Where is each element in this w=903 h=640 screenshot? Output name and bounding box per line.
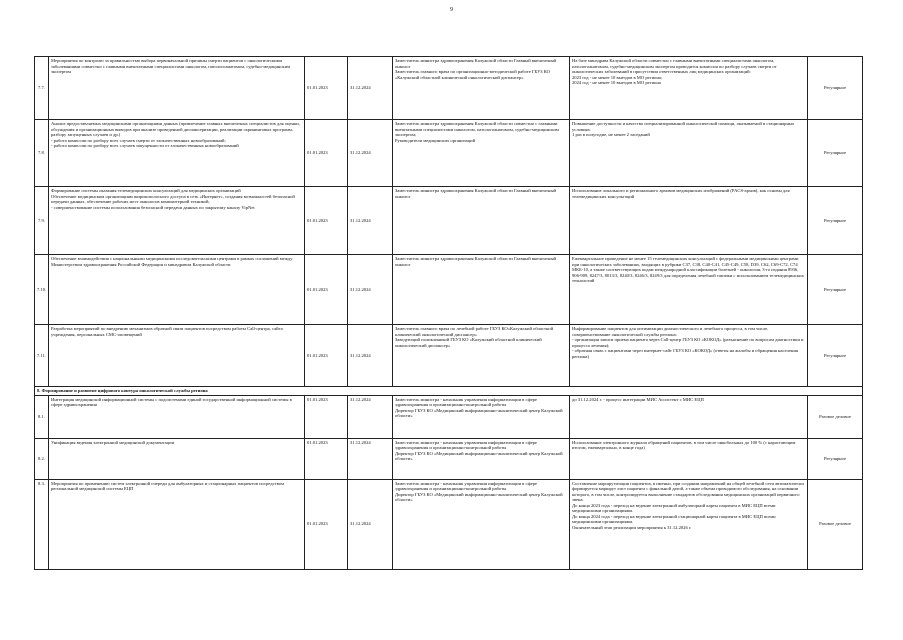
table-row: [35, 395, 863, 438]
responsible-cell: Заместитель министра - начальник управления информатизации в сфере здравоохранения и организационно-контрольной работы Директор ГБУЗ КО «Медицинский информационно-аналитический центр Калужской области»: [393, 438, 570, 479]
status-cell: Регулярное: [808, 57, 863, 120]
result-cell: Повышение доступности и качества специализированной онкологической помощи, оказываемой в стационарных условиях. 1 раз в полугодие, не менее 2 заседаний: [570, 120, 808, 187]
activity-cell: Обеспечение взаимодействия с национальными медицинскими исследовательскими центрами в рамках соглашений между Министерством здравоохранения Российской Федерации и минздравом Калужской области: [49, 255, 305, 325]
status-cell: Регулярное: [808, 187, 863, 255]
table-row: [35, 479, 863, 569]
plan-table: [34, 56, 863, 570]
table-row: [35, 325, 863, 387]
row-number: 8.3.: [35, 479, 49, 569]
end-date: 31.12.2024: [348, 120, 393, 187]
responsible-cell: Заместитель министра - начальник управления информатизации в сфере здравоохранения и организационно-контрольной работы Директор ГБУЗ КО «Медицинский информационно-аналитический центр Калужской области»: [393, 479, 570, 569]
responsible-cell: Заместитель министра здравоохранения Калужской области Главный внештатный онколог Заместитель главного врача по организационно-методической работе ГБУЗ КО «Калужский областной клинический онкологический диспансер»: [393, 57, 570, 120]
table-row: [35, 438, 863, 479]
result-cell: до 31.12.2024 г. - процесс интеграции МИС Ассистент с МИС ЕЦП: [570, 395, 808, 438]
responsible-cell: Заместитель главного врача по лечебной работе ГБУЗ КО«Калужский областной клинический онкологический диспансер» Заведующий поликлиникой ГБУЗ КО «Калужский областной клинический онкологический диспансер»: [393, 325, 570, 387]
status-cell: Разовое деловое: [808, 479, 863, 569]
row-number: 7.10.: [35, 255, 49, 325]
status-cell: Регулярное: [808, 438, 863, 479]
row-number: 7.8.: [35, 120, 49, 187]
table-row: [35, 187, 863, 255]
result-cell: Информирование пациентов для оптимизации диагностического и лечебного процесса, в том числе, совершенствование онкологической службы региона: - организация записи приема пациента через Call-центр ГБУЗ КО «КОКОД» (разъяснение по вопросам диагностики и процесса лечения); - обратная связь с пациентами через интернет-сайт ГБУЗ КО «КОКОД» (ответы на жалобы и обращения населения региона): [570, 325, 808, 387]
start-date: 01.01.2023: [305, 325, 348, 387]
row-number: 8.2.: [35, 438, 49, 479]
activity-cell: Мероприятия по контролю за правильностью выбора первоначальной причины смерти пациентов с онкологическими заболеваниями совместно с главными внештатными специалистами онкологом, патологоанатомом, судебно-медицинским экспертом: [49, 57, 305, 120]
start-date: 01.01.2023: [305, 255, 348, 325]
activity-cell: Унификация ведения электронной медицинской документации: [49, 438, 305, 479]
end-date: 31.12.2024: [348, 187, 393, 255]
start-date: 01.01.2023: [305, 120, 348, 187]
end-date: 31.12.2024: [348, 479, 393, 569]
activity-cell: Анализ предоставляемых медицинскими организациями данных (привлечение главных внештатных специалистов для оценки, обсуждения и организационных выводов при анализе проведенной диспансеризации, реализации скрининговых программ, разбору запущенных случаев и др.) - работа комиссии по разбору всех случаев смерти от злокачественных новообразований; - работа комиссии по разбору всех случаев запущенности от злокачественных новообразований: [49, 120, 305, 187]
result-cell: Использование локального и регионального архивов медицинских изображений (PACS-архив), как основы для телемедицинских консультаций: [570, 187, 808, 255]
result-cell: Использование электронного журнала обращений пациентов, в том числе онкобольных до 100 % (с нарастающим итогом, ежеквартально, в конце года): [570, 438, 808, 479]
row-number: 8.1.: [35, 395, 49, 438]
row-number: 7.7.: [35, 57, 49, 120]
end-date: 31.12.2024: [348, 57, 393, 120]
start-date: 01.01.2023: [305, 187, 348, 255]
start-date: 01.01.2023: [305, 479, 348, 569]
start-date: 01.01.2023: [305, 57, 348, 120]
page-number: 9: [450, 7, 453, 13]
responsible-cell: Заместитель министра здравоохранения Калужской области Главный внештатный онколог: [393, 187, 570, 255]
start-date: 01.01.2023: [305, 395, 348, 438]
result-cell: На базе минздрава Калужской области совместно с главными внештатными специалистами онкологом, патологоанатомом, судебно-медицинским экспертом проводится комиссия по разбору случаев смерти от онкологических заболеваний в присутствии ответственных лиц медицинских организаций: 2023 год - не менее 10 выездов в МО региона; 2024 год - не менее 10 выездов в МО региона: [570, 57, 808, 120]
end-date: 31.12.2024: [348, 255, 393, 325]
table-row: [35, 57, 863, 120]
responsible-cell: Заместитель министра здравоохранения Калужской области Главный внештатный онколог: [393, 255, 570, 325]
row-number: 7.9.: [35, 187, 49, 255]
status-cell: Регулярное: [808, 255, 863, 325]
responsible-cell: Заместитель министра здравоохранения Калужской области совместно с главными внештатными специалистами онкологом, патологоанатомом, судебно-медицинским экспертом; Руководители медицинских организаций: [393, 120, 570, 187]
section-title: 8. Формирование и развитие цифрового контура онкологической службы региона: [35, 387, 863, 396]
start-date: 01.01.2023: [305, 438, 348, 479]
activity-cell: Разработка мероприятий по внедрению механизмов обратной связи пациентов посредством работы Call-центра, сайта учреждения, персональных СМС-оповещений: [49, 325, 305, 387]
activity-cell: Интеграция медицинской информационной системы с подсистемами единой государственной информационной системы в сфере здравоохранения: [49, 395, 305, 438]
end-date: 31.12.2024: [348, 325, 393, 387]
responsible-cell: Заместитель министра - начальник управления информатизации в сфере здравоохранения и организационно-контрольной работы Директор ГБУЗ КО «Медицинский информационно-аналитический центр Калужской области»: [393, 395, 570, 438]
result-cell: Ежеквартальное проведение не менее 15 телемедицинских консультаций с федеральными медицинскими центрами при онкологических заболеваниях, входящих в рубрики С37, С38, С40-С41, С45-С49, С58, D39, С62, С69-С72, С74 МКБ-10, а также соответствующих кодам международной классификации болезней - онкология, 3-го издания 8936, 906-909, 8247/3, 8013/3, 8240/3, 8246/3, 8249/3 для определения лечебной тактики с использованием телемедицинских технологий: [570, 255, 808, 325]
table-row: [35, 255, 863, 325]
activity-cell: Мероприятия по применению систем электронной очереди для амбулаторных и стационарных пациентов посредством региональной медицинской системы ЕЦП: [49, 479, 305, 569]
end-date: 31.12.2024: [348, 438, 393, 479]
end-date: 31.12.2024: [348, 395, 393, 438]
status-cell: Регулярное: [808, 120, 863, 187]
table-row: [35, 120, 863, 187]
section-header: [35, 387, 863, 396]
result-cell: Составление маршрутизации пациентов, в именно, при создании направлений на общей лечебной сети автоматически формируется маршрут лист пациента с финальной датой, а также объема проводимого обследования, на основании которого, в том числе, контролируется выполнение стандартов обследования медицинских организаций первичного звена. До конца 2023 года - переход на ведение электронной амбулаторной карты пациента в МИС ЕЦП всеми медицинскими организациями. До конца 2024 года - переход на ведение электронной стационарной карты пациента в МИС ЕЦП всеми медицинскими организациями. Окончательный этап реализации мероприятия к 31.12.2026 г.: [570, 479, 808, 569]
activity-cell: Формирование системы оказания телемедицинских консультаций для медицинских организаций Обеспечение медицинским организациям широкополосного доступа в сеть «Интернет», создания возможностей безопасной передачи данных, обеспечение рабочих мест онкологов компьютерной техникой; - совершенствование системы использования безопасной передачи данных по закрытому каналу VipNet: [49, 187, 305, 255]
row-number: 7.11.: [35, 325, 49, 387]
status-cell: Регулярное: [808, 325, 863, 387]
status-cell: Разовое деловое: [808, 395, 863, 438]
